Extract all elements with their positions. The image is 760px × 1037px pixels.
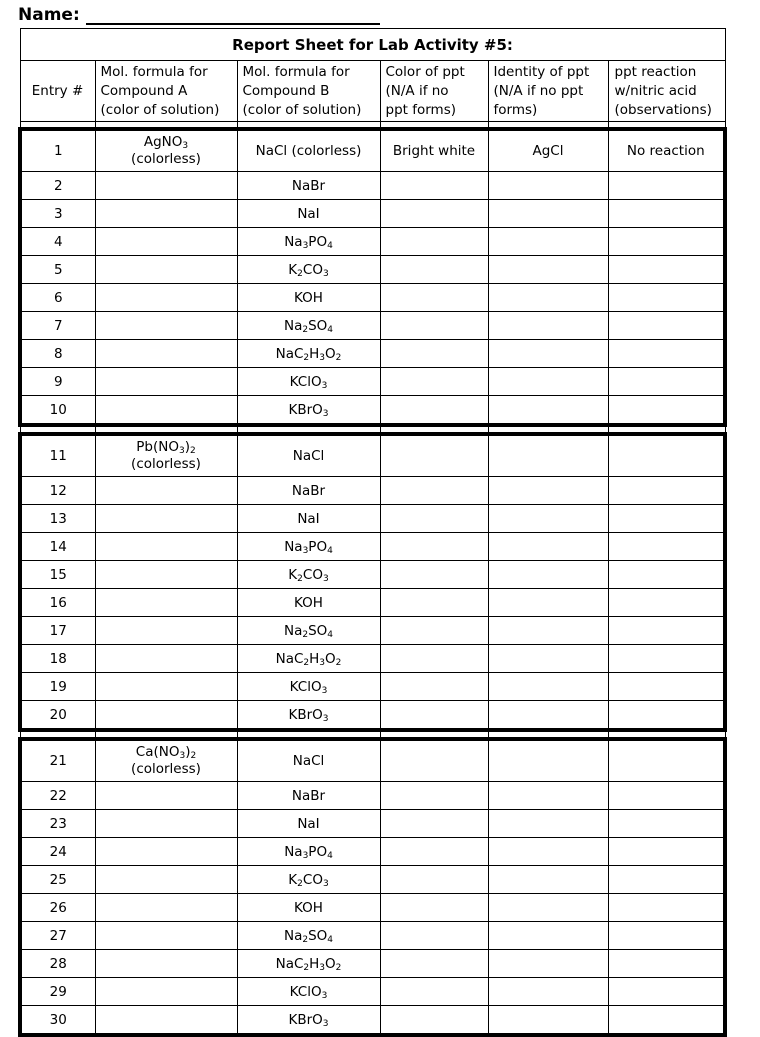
- separator-cell: [488, 730, 608, 739]
- ppt-identity-cell[interactable]: [488, 312, 608, 340]
- ppt-color-cell[interactable]: [380, 645, 488, 673]
- sheet-title: Report Sheet for Lab Activity #5:: [20, 29, 725, 61]
- compound-a-cell[interactable]: [95, 978, 237, 1006]
- ppt-reaction-cell[interactable]: [608, 838, 725, 866]
- ppt-color-cell[interactable]: [380, 434, 488, 477]
- ppt-reaction-cell[interactable]: [608, 701, 725, 731]
- entry-number: 30: [20, 1006, 95, 1036]
- compound-b-cell: NaCl: [237, 434, 380, 477]
- ppt-reaction-cell[interactable]: [608, 228, 725, 256]
- ppt-identity-cell[interactable]: [488, 838, 608, 866]
- ppt-color-cell[interactable]: [380, 617, 488, 645]
- ppt-color-cell[interactable]: [380, 866, 488, 894]
- separator-cell: [380, 425, 488, 434]
- compound-a-cell[interactable]: [95, 866, 237, 894]
- column-header-row: [20, 61, 725, 122]
- compound-b-cell: $K_2CO_3$: [237, 256, 380, 284]
- compound-a-cell[interactable]: [95, 284, 237, 312]
- ppt-color-cell[interactable]: [380, 396, 488, 426]
- group-separator: [20, 730, 725, 739]
- compound-b-cell: KBrO$_3$: [237, 396, 380, 426]
- compound-b-cell: KBrO$_3$: [237, 1006, 380, 1036]
- entry-number: 15: [20, 561, 95, 589]
- compound-a-cell[interactable]: [95, 312, 237, 340]
- compound-b-cell: $NaC_2H_3O_2$: [237, 950, 380, 978]
- ppt-reaction-cell[interactable]: [608, 617, 725, 645]
- ppt-identity-cell[interactable]: [488, 810, 608, 838]
- ppt-color-cell[interactable]: [380, 477, 488, 505]
- entry-number: 7: [20, 312, 95, 340]
- header-ppt-reaction: ppt reaction w/nitric acid (observations): [608, 61, 725, 122]
- ppt-reaction-cell[interactable]: [608, 866, 725, 894]
- compound-b-cell: $Na_3PO_4$: [237, 838, 380, 866]
- entry-number: 27: [20, 922, 95, 950]
- separator-cell: [237, 122, 380, 130]
- compound-b-cell: $K_2CO_3$: [237, 866, 380, 894]
- ppt-color-cell[interactable]: [380, 810, 488, 838]
- ppt-identity-cell[interactable]: [488, 172, 608, 200]
- entry-number: 23: [20, 810, 95, 838]
- compound-a-cell[interactable]: [95, 477, 237, 505]
- ppt-reaction-cell: No reaction: [608, 129, 725, 172]
- ppt-color-cell[interactable]: [380, 312, 488, 340]
- entry-number: 1: [20, 129, 95, 172]
- ppt-reaction-cell[interactable]: [608, 172, 725, 200]
- compound-a-cell[interactable]: [95, 200, 237, 228]
- compound-b-cell: $Na_2SO_4$: [237, 617, 380, 645]
- compound-b-cell: NaBr: [237, 172, 380, 200]
- separator-cell: [488, 425, 608, 434]
- entry-number: 22: [20, 782, 95, 810]
- ppt-color-cell: Bright white: [380, 129, 488, 172]
- ppt-identity-cell[interactable]: [488, 340, 608, 368]
- ppt-color-cell[interactable]: [380, 673, 488, 701]
- table-row: [20, 368, 725, 396]
- separator-cell: [380, 730, 488, 739]
- separator-cell: [608, 122, 725, 130]
- ppt-identity-cell[interactable]: [488, 866, 608, 894]
- ppt-reaction-cell[interactable]: [608, 368, 725, 396]
- group-separator: [20, 122, 725, 130]
- table-row: [20, 129, 725, 172]
- table-row: [20, 312, 725, 340]
- entry-number: 3: [20, 200, 95, 228]
- ppt-identity-cell[interactable]: [488, 645, 608, 673]
- ppt-color-cell[interactable]: [380, 838, 488, 866]
- ppt-identity-cell[interactable]: [488, 673, 608, 701]
- separator-cell: [95, 425, 237, 434]
- ppt-reaction-cell[interactable]: [608, 533, 725, 561]
- compound-b-cell: $Na_3PO_4$: [237, 533, 380, 561]
- ppt-reaction-cell[interactable]: [608, 673, 725, 701]
- ppt-color-cell[interactable]: [380, 782, 488, 810]
- separator-cell: [95, 122, 237, 130]
- ppt-identity-cell[interactable]: [488, 739, 608, 782]
- compound-b-cell: NaI: [237, 810, 380, 838]
- separator-cell: [237, 425, 380, 434]
- entry-number: 9: [20, 368, 95, 396]
- compound-b-cell: $NaC_2H_3O_2$: [237, 340, 380, 368]
- separator-cell: [20, 730, 95, 739]
- compound-b-cell: NaCl (colorless): [237, 129, 380, 172]
- header-compound-b: Mol. formula for Compound B (color of solution): [237, 61, 380, 122]
- ppt-identity-cell[interactable]: [488, 256, 608, 284]
- separator-cell: [237, 730, 380, 739]
- ppt-color-cell[interactable]: [380, 561, 488, 589]
- table-row: [20, 228, 725, 256]
- compound-a-cell[interactable]: [95, 810, 237, 838]
- table-row: [20, 701, 725, 731]
- compound-a-cell: $Pb(NO_3)_2$ (colorless): [95, 434, 237, 477]
- ppt-color-cell[interactable]: [380, 1006, 488, 1036]
- ppt-reaction-cell[interactable]: [608, 782, 725, 810]
- table-row: [20, 477, 725, 505]
- ppt-identity-cell[interactable]: [488, 396, 608, 426]
- separator-cell: [488, 122, 608, 130]
- entry-number: 11: [20, 434, 95, 477]
- ppt-color-cell[interactable]: [380, 284, 488, 312]
- table-row: [20, 645, 725, 673]
- table-row: [20, 673, 725, 701]
- header-compound-a: Mol. formula for Compound A (color of solution): [95, 61, 237, 122]
- table-row: [20, 894, 725, 922]
- entry-number: 21: [20, 739, 95, 782]
- ppt-color-cell[interactable]: [380, 228, 488, 256]
- entry-number: 14: [20, 533, 95, 561]
- table-row: [20, 922, 725, 950]
- compound-a-cell[interactable]: [95, 228, 237, 256]
- table-row: [20, 434, 725, 477]
- ppt-identity-cell[interactable]: [488, 477, 608, 505]
- table-row: [20, 561, 725, 589]
- table-row: [20, 172, 725, 200]
- ppt-reaction-cell[interactable]: [608, 340, 725, 368]
- ppt-identity-cell[interactable]: [488, 1006, 608, 1036]
- entry-number: 12: [20, 477, 95, 505]
- compound-a-cell[interactable]: [95, 838, 237, 866]
- ppt-reaction-cell[interactable]: [608, 978, 725, 1006]
- ppt-reaction-cell[interactable]: [608, 589, 725, 617]
- ppt-identity-cell[interactable]: [488, 894, 608, 922]
- table-row: [20, 340, 725, 368]
- ppt-identity-cell[interactable]: [488, 561, 608, 589]
- compound-b-cell: KOH: [237, 894, 380, 922]
- entry-number: 19: [20, 673, 95, 701]
- compound-a-cell[interactable]: [95, 340, 237, 368]
- ppt-reaction-cell[interactable]: [608, 1006, 725, 1036]
- ppt-reaction-cell[interactable]: [608, 922, 725, 950]
- compound-a-cell[interactable]: [95, 950, 237, 978]
- entry-number: 17: [20, 617, 95, 645]
- ppt-color-cell[interactable]: [380, 739, 488, 782]
- ppt-color-cell[interactable]: [380, 950, 488, 978]
- compound-a-cell[interactable]: [95, 256, 237, 284]
- compound-b-cell: KClO$_3$: [237, 978, 380, 1006]
- ppt-reaction-cell[interactable]: [608, 810, 725, 838]
- ppt-color-cell[interactable]: [380, 368, 488, 396]
- entry-number: 24: [20, 838, 95, 866]
- ppt-color-cell[interactable]: [380, 340, 488, 368]
- table-row: [20, 950, 725, 978]
- compound-b-cell: NaBr: [237, 782, 380, 810]
- ppt-identity-cell[interactable]: [488, 434, 608, 477]
- compound-b-cell: $Na_3PO_4$: [237, 228, 380, 256]
- table-row: [20, 1006, 725, 1036]
- entry-number: 25: [20, 866, 95, 894]
- ppt-identity-cell[interactable]: [488, 589, 608, 617]
- ppt-color-cell[interactable]: [380, 256, 488, 284]
- ppt-reaction-cell[interactable]: [608, 200, 725, 228]
- entry-number: 13: [20, 505, 95, 533]
- compound-a-cell[interactable]: [95, 368, 237, 396]
- table-row: [20, 200, 725, 228]
- entry-number: 16: [20, 589, 95, 617]
- compound-a-cell: $Ca(NO_3)_2$ (colorless): [95, 739, 237, 782]
- entry-number: 5: [20, 256, 95, 284]
- table-row: [20, 782, 725, 810]
- ppt-identity-cell[interactable]: [488, 701, 608, 731]
- compound-b-cell: NaI: [237, 505, 380, 533]
- sheet-body: [20, 122, 725, 1036]
- compound-b-cell: KOH: [237, 284, 380, 312]
- compound-b-cell: NaCl: [237, 739, 380, 782]
- ppt-identity-cell[interactable]: [488, 978, 608, 1006]
- compound-a-cell[interactable]: [95, 894, 237, 922]
- ppt-reaction-cell[interactable]: [608, 396, 725, 426]
- compound-b-cell: $NaC_2H_3O_2$: [237, 645, 380, 673]
- ppt-color-cell[interactable]: [380, 533, 488, 561]
- table-row: [20, 810, 725, 838]
- compound-b-cell: $K_2CO_3$: [237, 561, 380, 589]
- ppt-identity-cell[interactable]: [488, 782, 608, 810]
- separator-cell: [20, 122, 95, 130]
- compound-a-cell[interactable]: [95, 396, 237, 426]
- entry-number: 6: [20, 284, 95, 312]
- table-row: [20, 978, 725, 1006]
- separator-cell: [608, 730, 725, 739]
- entry-number: 29: [20, 978, 95, 1006]
- ppt-color-cell[interactable]: [380, 701, 488, 731]
- table-row: [20, 284, 725, 312]
- ppt-identity-cell[interactable]: [488, 950, 608, 978]
- compound-b-cell: KClO$_3$: [237, 368, 380, 396]
- ppt-reaction-cell[interactable]: [608, 312, 725, 340]
- report-sheet-table: [18, 28, 727, 1037]
- separator-cell: [20, 425, 95, 434]
- ppt-reaction-cell[interactable]: [608, 256, 725, 284]
- ppt-reaction-cell[interactable]: [608, 477, 725, 505]
- header-ppt-color: Color of ppt (N/A if no ppt forms): [380, 61, 488, 122]
- entry-number: 28: [20, 950, 95, 978]
- table-row: [20, 533, 725, 561]
- compound-a-cell[interactable]: [95, 589, 237, 617]
- ppt-color-cell[interactable]: [380, 200, 488, 228]
- compound-a-cell[interactable]: [95, 561, 237, 589]
- entry-number: 20: [20, 701, 95, 731]
- table-row: [20, 838, 725, 866]
- compound-a-cell[interactable]: [95, 922, 237, 950]
- name-blank-line[interactable]: [86, 4, 380, 25]
- ppt-reaction-cell[interactable]: [608, 645, 725, 673]
- table-row: [20, 505, 725, 533]
- compound-b-cell: $Na_2SO_4$: [237, 922, 380, 950]
- compound-b-cell: NaI: [237, 200, 380, 228]
- ppt-identity-cell[interactable]: [488, 368, 608, 396]
- table-row: [20, 617, 725, 645]
- entry-number: 18: [20, 645, 95, 673]
- ppt-reaction-cell[interactable]: [608, 739, 725, 782]
- entry-number: 4: [20, 228, 95, 256]
- table-row: [20, 739, 725, 782]
- separator-cell: [380, 122, 488, 130]
- compound-a-cell[interactable]: [95, 617, 237, 645]
- entry-number: 26: [20, 894, 95, 922]
- ppt-color-cell[interactable]: [380, 172, 488, 200]
- compound-a-cell[interactable]: [95, 782, 237, 810]
- ppt-color-cell[interactable]: [380, 894, 488, 922]
- header-ppt-identity: Identity of ppt (N/A if no ppt forms): [488, 61, 608, 122]
- ppt-reaction-cell[interactable]: [608, 950, 725, 978]
- ppt-color-cell[interactable]: [380, 922, 488, 950]
- ppt-reaction-cell[interactable]: [608, 284, 725, 312]
- compound-a-cell[interactable]: [95, 645, 237, 673]
- table-row: [20, 396, 725, 426]
- ppt-color-cell[interactable]: [380, 978, 488, 1006]
- header-entry: Entry #: [20, 61, 95, 122]
- ppt-identity-cell[interactable]: [488, 922, 608, 950]
- separator-cell: [95, 730, 237, 739]
- compound-a-cell[interactable]: [95, 1006, 237, 1036]
- ppt-color-cell[interactable]: [380, 505, 488, 533]
- ppt-identity-cell[interactable]: [488, 505, 608, 533]
- ppt-reaction-cell[interactable]: [608, 505, 725, 533]
- compound-a-cell: AgNO$_3$ (colorless): [95, 129, 237, 172]
- ppt-reaction-cell[interactable]: [608, 561, 725, 589]
- compound-a-cell[interactable]: [95, 701, 237, 731]
- ppt-identity-cell[interactable]: [488, 284, 608, 312]
- table-row: [20, 589, 725, 617]
- ppt-identity-cell[interactable]: [488, 228, 608, 256]
- entry-number: 2: [20, 172, 95, 200]
- name-field: [18, 4, 380, 25]
- compound-a-cell[interactable]: [95, 673, 237, 701]
- compound-b-cell: KClO$_3$: [237, 673, 380, 701]
- name-label: Name:: [18, 5, 80, 25]
- compound-a-cell[interactable]: [95, 533, 237, 561]
- ppt-color-cell[interactable]: [380, 589, 488, 617]
- ppt-identity-cell[interactable]: [488, 617, 608, 645]
- compound-b-cell: KOH: [237, 589, 380, 617]
- separator-cell: [608, 425, 725, 434]
- compound-a-cell[interactable]: [95, 505, 237, 533]
- ppt-reaction-cell[interactable]: [608, 434, 725, 477]
- group-separator: [20, 425, 725, 434]
- table-row: [20, 256, 725, 284]
- compound-b-cell: KBrO$_3$: [237, 701, 380, 731]
- compound-b-cell: NaBr: [237, 477, 380, 505]
- entry-number: 8: [20, 340, 95, 368]
- table-row: [20, 866, 725, 894]
- compound-b-cell: $Na_2SO_4$: [237, 312, 380, 340]
- ppt-identity-cell[interactable]: [488, 200, 608, 228]
- ppt-identity-cell: AgCl: [488, 129, 608, 172]
- entry-number: 10: [20, 396, 95, 426]
- ppt-reaction-cell[interactable]: [608, 894, 725, 922]
- compound-a-cell[interactable]: [95, 172, 237, 200]
- ppt-identity-cell[interactable]: [488, 533, 608, 561]
